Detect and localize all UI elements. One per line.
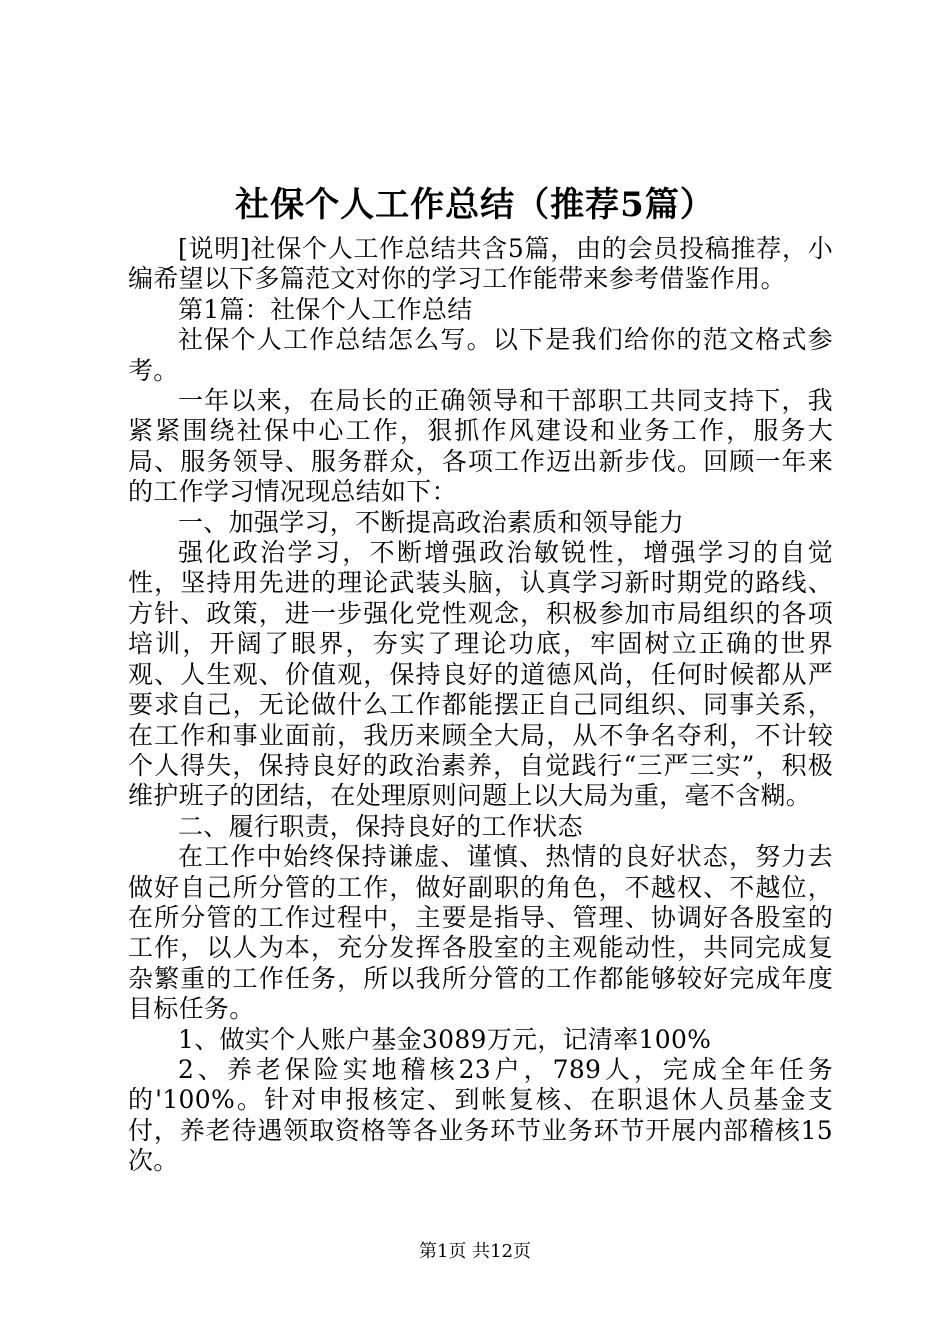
- paragraph: 强化政治学习，不断增强政治敏锐性，增强学习的自觉性，坚持用先进的理论武装头脑，认真学习新时期党的路线、方针、政策，进一步强化党性观念，积极参加市局组织的各项培训，开阔了眼界，夯实了理论功底，牢固树立正确的世界观、人生观、价值观，保持良好的道德风尚，任何时候都从严要求自己，无论做什么工作都能摆正自己同组织、同事关系，在工作和事业面前，我历来顾全大局，从不争名夺利，不计较个人得失，保持良好的政治素养，自觉践行“三严三实”，积极维护班子的团结，在处理原则问题上以大局为重，毫不含糊。: [128, 538, 833, 811]
- page-footer: 第1页 共12页: [418, 1241, 532, 1262]
- paragraph: 在工作中始终保持谦虚、谨慎、热情的良好状态，努力去做好自己所分管的工作，做好副职的角色，不越权、不越位，在所分管的工作过程中，主要是指导、管理、协调好各股室的工作，以人为本，充分发挥各股室的主观能动性，共同完成复杂繁重的工作任务，所以我所分管的工作都能够较好完成年度目标任务。: [128, 842, 833, 1024]
- paragraph: 社保个人工作总结怎么写。以下是我们给你的范文格式参考。: [128, 325, 833, 385]
- paragraph-list-item: 2、养老保险实地稽核23户，789人，完成全年任务的'100%。针对申报核定、到帐复核、在职退休人员基金支付，养老待遇领取资格等各业务环节业务环节开展内部稽核15次。: [128, 1054, 833, 1176]
- document-title: 社保个人工作总结（推荐5篇）: [235, 185, 715, 225]
- paragraph-intro: [说明]社保个人工作总结共含5篇，由的会员投稿推荐，小编希望以下多篇范文对你的学习工作能带来参考借鉴作用。: [128, 234, 833, 294]
- paragraph: 一年以来，在局长的正确领导和干部职工共同支持下，我紧紧围绕社保中心工作，狠抓作风建设和业务工作，服务大局、服务领导、服务群众，各项工作迈出新步伐。回顾一年来的工作学习情况现总结如下：: [128, 386, 833, 507]
- paragraph-subheading: 一、加强学习，不断提高政治素质和领导能力: [178, 507, 685, 537]
- paragraph-subheading: 二、履行职责，保持良好的工作状态: [178, 811, 583, 841]
- paragraph-list-item: 1、做实个人账户基金3089万元，记清率100%: [178, 1024, 712, 1054]
- paragraph-section-heading: 第1篇：社保个人工作总结: [178, 294, 473, 324]
- document-body: [128, 234, 833, 1177]
